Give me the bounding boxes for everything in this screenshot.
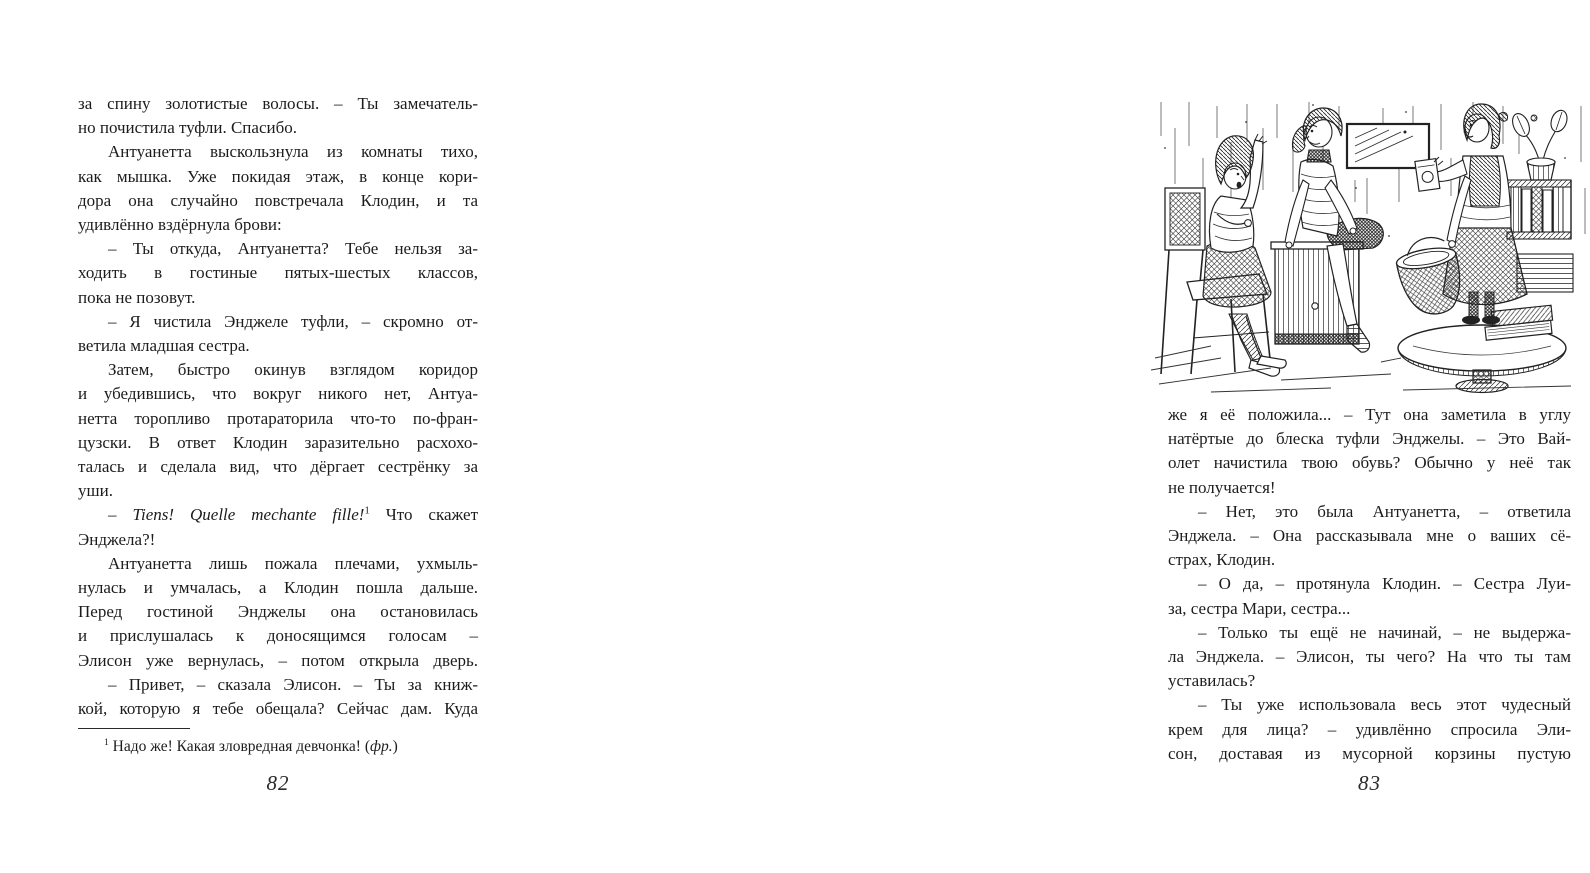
text-line: – Только ты ещё не начинай, – не выдержа- [1198,622,1571,642]
text-line: Антуанетта лишь пожала плечами, ухмыль- [108,553,478,573]
text-line: дора она случайно повстречала Клодин, и та [78,190,478,210]
text-line: нулась и умчалась, а Клодин пошла дальше. [78,578,478,598]
text-line: за спину золотистые волосы. – Ты замечатель- [78,94,478,113]
text-line: ходить в гостиные пятых-шестых классов, [78,263,478,283]
footnote [78,728,478,757]
book-illustration [1151,96,1590,397]
text-line: нетта торопливо протараторила что-то по-фран- [78,408,478,428]
text-line: – Я чистила Энджеле туфли, – скромно от- [108,311,478,331]
text-line: и прислушалась к доносящимся голосам – [78,626,478,646]
text-line: – Нет, это была Антуанетта, – ответила [1198,501,1571,521]
text-line: ла Энджела. – Элисон, ты чего? На что ты там [1168,647,1571,667]
text-line: и убедившись, что вокруг никого нет, Антуа- [78,384,478,404]
cream-box [1415,159,1440,192]
text-line: – Tiens! Quelle mechante fille!$^1$ Что скажет [108,505,478,525]
text-line: натёртые до блеска туфли Энджелы. – Это Вай- [1168,429,1571,449]
right-page-lines [1168,403,1571,766]
text-line: – О да, – протянула Клодин. – Сестра Луи- [1198,574,1571,594]
text-line: уставилась? [1168,671,1256,691]
text-line: удивлённо вздёрнула брови: [78,215,282,235]
text-line: Перед гостиной Энджелы она остановилась [78,602,478,622]
text-line: – Ты уже использовала весь этот чудесный [1198,695,1571,715]
text-line: страх, Клодин. [1168,550,1276,570]
text-line: Энджела. – Она рассказывала мне о ваших сё- [1168,526,1571,546]
plant [1509,108,1570,180]
text-line: Затем, быстро окинув взглядом коридор [108,360,478,380]
right-page [550,0,1571,873]
text-line: но почистила туфли. Спасибо. [78,118,297,138]
round-table [1398,305,1566,392]
text-line: как мышка. Уже покидая этаж, в конце кори- [78,166,478,186]
page-number-right: 83 [1358,771,1381,795]
text-line: крем для лица? – удивлённо спросила Эли- [1168,719,1571,739]
text-line: – Ты откуда, Антуанетта? Тебе нельзя за- [108,239,478,259]
left-page [0,0,550,873]
text-line: не получается! [1168,477,1276,497]
text-line: сон, доставая из мусорной корзины пустую [1168,743,1571,763]
right-page-text [1168,403,1571,766]
text-line: за, сестра Мари, сестра... [1168,598,1351,618]
footnote-text: $^1$ Надо же! Какая зловредная девчонка! (фр.) [104,737,398,756]
text-line: талась и сделала вид, что дёргает сестрёнку за [78,457,478,477]
left-page-text [78,92,478,757]
footnote-rule [78,728,190,729]
text-line: уши. [78,481,113,501]
text-line: Элисон уже вернулась, – потом открыла дверь. [78,650,478,670]
text-line: кой, которую я тебе обещала? Сейчас дам. Куда [78,699,478,719]
text-line: пока не позовут. [78,287,196,307]
text-line: олет начистила твою обувь? Обычно у неё так [1168,453,1571,473]
page-number-left: 82 [266,771,290,795]
text-line: цузски. В ответ Клодин заразительно расхохо- [78,432,478,452]
text-line: Энджела?! [78,529,156,549]
text-line: ветила младшая сестра. [78,336,250,356]
left-page-lines [78,92,478,721]
text-line: же я её положила... – Тут она заметила в углу [1168,405,1571,424]
text-line: Антуанетта выскользнула из комнаты тихо, [108,142,478,162]
text-line: – Привет, – сказала Элисон. – Ты за книж- [108,674,478,694]
girl-on-chair [1203,134,1286,376]
